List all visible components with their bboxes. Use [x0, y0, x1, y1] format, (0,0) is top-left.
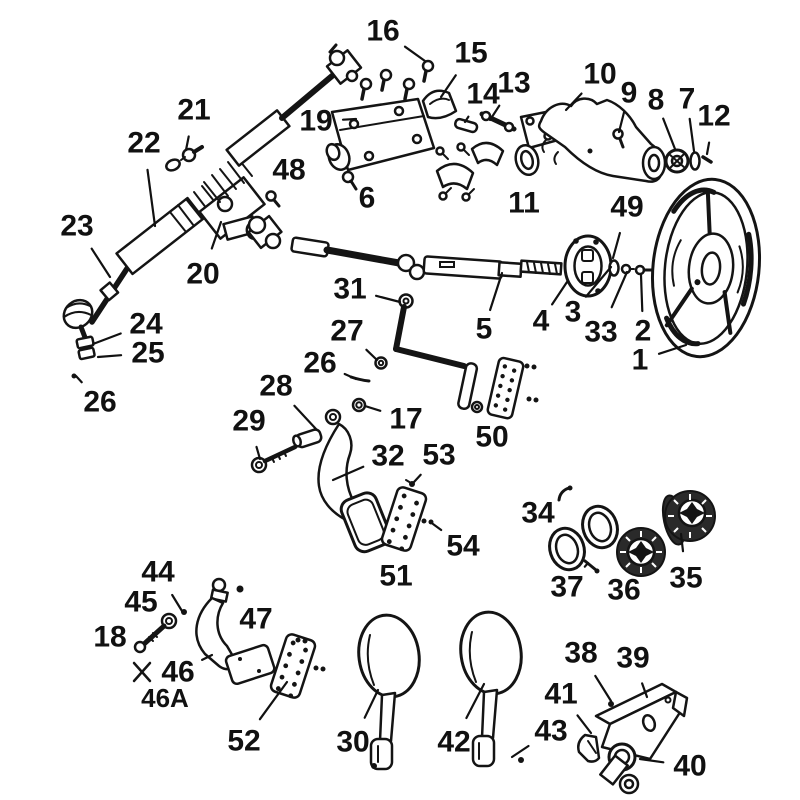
leader-line-44	[172, 595, 182, 611]
callout-39	[616, 642, 649, 698]
part-number-21: 21	[177, 93, 211, 127]
callout-8	[648, 84, 675, 150]
part-number-33: 33	[584, 315, 618, 349]
callout-4	[533, 282, 567, 338]
part-number-46: 46	[161, 655, 195, 689]
part-number-14: 14	[466, 77, 500, 111]
callout-16	[366, 15, 425, 62]
part-number-17: 17	[389, 402, 423, 436]
part-number-27: 27	[330, 314, 364, 348]
callout-21	[177, 94, 210, 151]
part-number-6: 6	[358, 181, 376, 215]
part-number-13: 13	[497, 66, 531, 100]
leader-line-17	[365, 406, 380, 411]
part-number-50: 50	[475, 420, 509, 454]
leader-line-27	[366, 350, 377, 360]
part-number-15: 15	[454, 36, 488, 70]
leader-line-19	[343, 119, 356, 120]
part-number-25: 25	[131, 336, 165, 370]
pad-plate-52	[269, 633, 325, 701]
leader-line-30	[365, 690, 378, 718]
part-number-26: 26	[303, 346, 337, 380]
part-number-39: 39	[616, 641, 650, 675]
callout-23	[60, 210, 110, 278]
pin-12	[703, 157, 711, 162]
callout-43	[512, 715, 568, 758]
part-number-40: 40	[673, 749, 707, 783]
callout-5	[476, 273, 502, 346]
leader-line-8	[663, 119, 675, 149]
leader-line-23	[92, 249, 110, 277]
intermediate-shaft	[249, 216, 562, 279]
part-number-32: 32	[371, 439, 405, 473]
callout-11	[508, 187, 540, 220]
leader-line-33	[612, 272, 627, 307]
callout-29	[232, 405, 265, 460]
part-number-44: 44	[141, 555, 175, 589]
retainer-ring-11	[512, 143, 541, 178]
callout-53	[414, 439, 456, 483]
part-number-49: 49	[610, 190, 644, 224]
leader-line-40	[640, 759, 663, 762]
tie-rod-end-ball-joint	[58, 294, 98, 378]
part-number-45: 45	[124, 585, 158, 619]
pad-plate-51	[380, 480, 433, 553]
mounting-bolts	[361, 61, 433, 99]
callout-51	[379, 560, 412, 593]
callout-18	[93, 621, 126, 654]
part-number-37: 37	[550, 570, 584, 604]
callout-7	[679, 83, 696, 152]
part-number-47: 47	[239, 602, 273, 636]
part-number-16: 16	[366, 14, 400, 48]
leader-line-2	[641, 275, 642, 311]
leader-line-24	[93, 334, 121, 345]
callout-1	[632, 344, 686, 377]
callout-2	[635, 275, 652, 348]
leader-line-49	[613, 233, 620, 258]
callout-47	[239, 603, 272, 636]
callout-27	[330, 315, 377, 361]
leader-line-7	[690, 119, 694, 151]
callout-25	[98, 337, 165, 370]
leader-line-26	[76, 376, 82, 382]
callout-49	[610, 191, 643, 259]
part-number-20: 20	[186, 257, 220, 291]
pad-plate-50	[487, 357, 539, 419]
pedal-assembly	[252, 410, 393, 555]
callout-36	[607, 574, 640, 607]
part-number-42: 42	[437, 725, 471, 759]
part-number-10: 10	[583, 57, 617, 91]
callout-34	[521, 497, 555, 530]
part-number-38: 38	[564, 636, 598, 670]
o-ring-7	[691, 153, 700, 170]
part-number-18: 18	[93, 620, 127, 654]
part-number-28: 28	[259, 369, 293, 403]
part-number-41: 41	[544, 677, 578, 711]
part-number-46A: 46A	[141, 683, 189, 713]
bolt-21	[165, 147, 202, 172]
roller-35	[659, 491, 715, 547]
callout-26	[76, 376, 117, 419]
leader-line-22	[148, 170, 156, 226]
part-number-30: 30	[336, 725, 370, 759]
callout-50	[475, 421, 508, 454]
bolt-18-45	[135, 614, 176, 652]
part-number-22: 22	[127, 126, 161, 160]
callout-26	[303, 347, 356, 380]
part-number-1: 1	[631, 343, 649, 377]
part-number-29: 29	[232, 404, 266, 438]
callout-45	[124, 586, 157, 619]
part-number-3: 3	[564, 295, 582, 329]
leader-line-37	[585, 563, 588, 567]
part-number-54: 54	[446, 529, 480, 563]
part-number-5: 5	[475, 312, 493, 346]
leader-line-43	[512, 746, 529, 757]
callout-12	[697, 100, 730, 155]
leader-line-28	[294, 406, 316, 429]
part-number-51: 51	[379, 559, 413, 593]
part-number-11: 11	[508, 186, 540, 220]
callout-31	[333, 273, 400, 306]
callout-52	[227, 682, 287, 758]
part-number-36: 36	[607, 573, 641, 607]
part-number-35: 35	[669, 561, 703, 595]
part-number-24: 24	[129, 307, 163, 341]
callout-46A	[141, 683, 189, 713]
part-number-12: 12	[697, 99, 731, 133]
leader-line-38	[595, 676, 611, 701]
leader-line-53	[414, 475, 421, 482]
part-number-48: 48	[272, 153, 306, 187]
part-number-4: 4	[532, 304, 550, 338]
bolt-48	[267, 192, 280, 207]
leader-line-16	[405, 47, 425, 61]
part-number-19: 19	[299, 104, 333, 138]
tie-rod	[92, 264, 130, 322]
part-number-52: 52	[227, 724, 261, 758]
callout-54	[433, 524, 480, 563]
coupler-fasteners	[610, 261, 652, 276]
ring-pair-37	[544, 502, 622, 574]
leader-line-42	[466, 684, 484, 718]
callout-17	[365, 403, 423, 436]
part-number-43: 43	[534, 714, 568, 748]
part-number-8: 8	[647, 83, 665, 117]
leader-line-12	[707, 143, 709, 154]
mount-block	[578, 684, 687, 793]
part-number-53: 53	[422, 438, 456, 472]
roller-36	[617, 528, 665, 576]
steering-wheel	[644, 174, 768, 362]
x-mark-46A	[134, 663, 150, 681]
part-number-23: 23	[60, 209, 94, 243]
part-number-26: 26	[83, 385, 117, 419]
leader-line-54	[433, 524, 441, 530]
screw-dot-47	[237, 586, 244, 593]
part-number-34: 34	[521, 496, 555, 530]
mount-bracket	[325, 99, 434, 189]
leader-line-41	[578, 715, 592, 733]
bearing-8	[666, 150, 688, 172]
callout-22	[127, 127, 160, 227]
part-number-31: 31	[333, 272, 367, 306]
leader-line-25	[98, 355, 121, 357]
hook-34	[559, 486, 573, 501]
callout-48	[272, 154, 305, 187]
leader-line-31	[376, 296, 400, 302]
flex-coupler	[565, 236, 611, 296]
nut-17	[353, 399, 365, 411]
column-housing	[521, 99, 665, 182]
part-number-2: 2	[634, 314, 652, 348]
drag-link	[396, 295, 482, 413]
part-number-9: 9	[620, 76, 638, 110]
part-number-7: 7	[678, 82, 696, 116]
